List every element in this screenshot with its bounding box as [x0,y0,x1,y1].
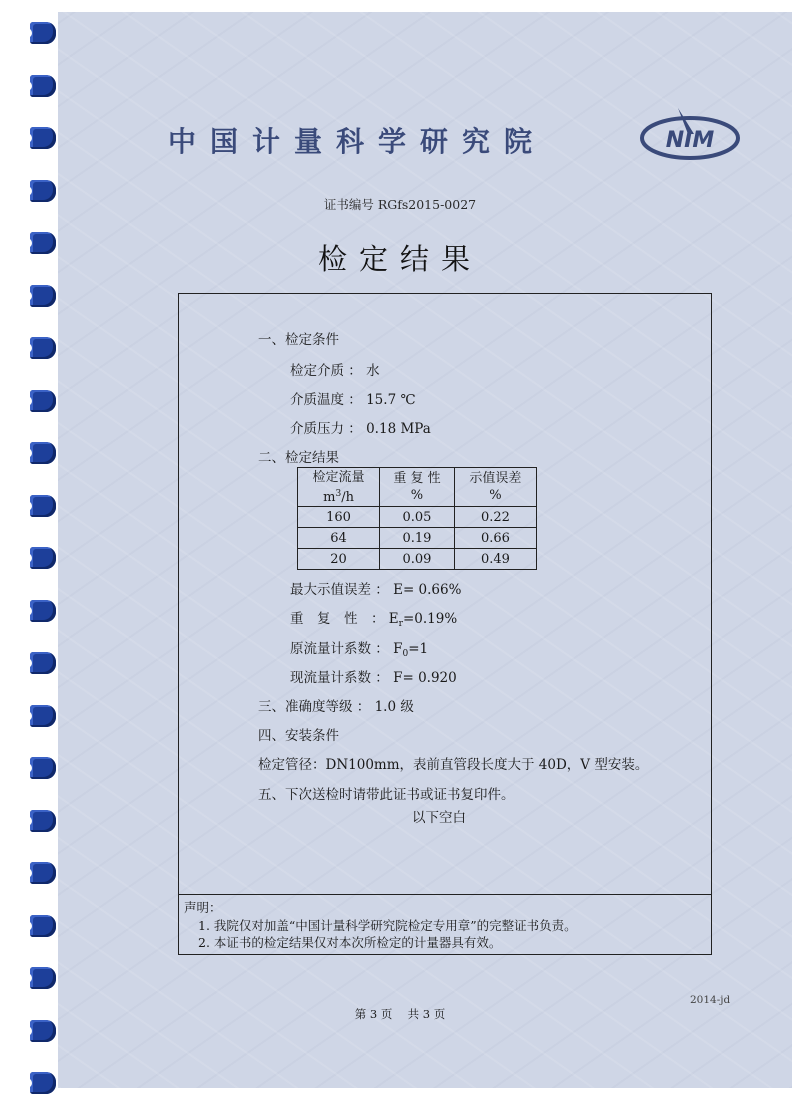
new-coefficient-label: 现流量计系数 ： [290,670,389,686]
document-title: 检定结果 [317,242,482,276]
results-heading: 二、检定结果 [258,450,339,466]
pressure-row [290,417,431,437]
results-table [297,467,537,570]
accuracy-label: 三、准确度等级 ： [258,699,371,715]
max-error-label: 最大示值误差 ： [290,582,389,598]
new-coefficient-row [290,666,457,686]
binding-ring [30,1072,56,1094]
install-text: 检定管径：DN100mm，表前直管段长度大于 40D，V 型安装。 [258,757,649,773]
table-row [298,528,537,549]
original-coefficient-value: $F_0=1$ [393,641,429,659]
conditions-heading: 一、检定条件 [258,332,339,348]
table-row [298,507,537,528]
binding-rings [0,0,62,1100]
medium-row [290,359,380,379]
table-header-row [298,468,537,507]
blank-below-note: 以下空白 [412,810,466,826]
binding-ring [30,495,56,517]
institute-name: 中国计量科学研究院 [168,125,547,158]
binding-ring [30,915,56,937]
binding-ring [30,75,56,97]
table-cell: 0.05 [380,507,455,528]
page-number: 第 3 页 共 3 页 [354,1007,446,1021]
binding-ring [30,967,56,989]
binding-ring [30,390,56,412]
repeatability-label: 重 复 性 ： [290,611,385,627]
notes-divider [179,894,711,895]
logo-text: NIM [665,128,715,153]
pressure-value: 0.18 MPa [366,421,431,437]
binding-ring [30,705,56,727]
original-coefficient-row [290,637,428,659]
col-repeatability-header: 重 复 性 % [380,468,455,507]
install-heading: 四、安装条件 [258,728,339,744]
binding-ring [30,285,56,307]
new-coefficient-value: F= 0.920 [393,670,457,686]
temperature-label: 介质温度 ： [290,392,362,408]
binding-ring [30,22,56,44]
max-error-row [290,578,461,598]
binding-ring [30,600,56,622]
table-cell: 160 [298,507,380,528]
table-cell: 0.19 [380,528,455,549]
binding-ring [30,1020,56,1042]
table-cell: 0.09 [380,549,455,570]
repeatability-value: $E_r=0.19\%$ [388,611,458,629]
table-cell: 64 [298,528,380,549]
temperature-value: 15.7 ℃ [366,392,416,408]
original-coefficient-label: 原流量计系数 ： [290,641,389,657]
binding-ring [30,547,56,569]
binding-ring [30,810,56,832]
declaration-item: 1. 我院仅对加盖“中国计量科学研究院检定专用章”的完整证书负责。 [198,918,577,933]
pressure-label: 介质压力 ： [290,421,362,437]
accuracy-row [258,695,414,715]
declaration-heading: 声明： [184,900,222,915]
accuracy-value: 1.0 级 [374,699,414,715]
medium-value: 水 [366,363,380,379]
form-code: 2014-jd [690,994,731,1006]
binding-ring [30,127,56,149]
binding-ring [30,652,56,674]
repeatability-row [290,607,457,629]
table-cell: 20 [298,549,380,570]
temperature-row [290,388,416,408]
binding-ring [30,757,56,779]
table-cell: 0.49 [454,549,536,570]
declaration-item: 2. 本证书的检定结果仅对本次所检定的计量器具有效。 [198,935,502,950]
nim-logo-icon [638,104,742,164]
binding-ring [30,862,56,884]
max-error-value: E= 0.66% [393,582,462,598]
col-flow-header: 检定流量 $m^3/h$ [298,468,380,507]
table-cell: 0.66 [454,528,536,549]
table-cell: 0.22 [454,507,536,528]
col-error-header: 示值误差 % [454,468,536,507]
medium-label: 检定介质 ： [290,363,362,379]
binding-ring [30,337,56,359]
certificate-number: 证书编号 RGfs2015-0027 [323,197,477,212]
next-inspection-note: 五、下次送检时请带此证书或证书复印件。 [258,787,515,803]
table-row [298,549,537,570]
binding-ring [30,442,56,464]
